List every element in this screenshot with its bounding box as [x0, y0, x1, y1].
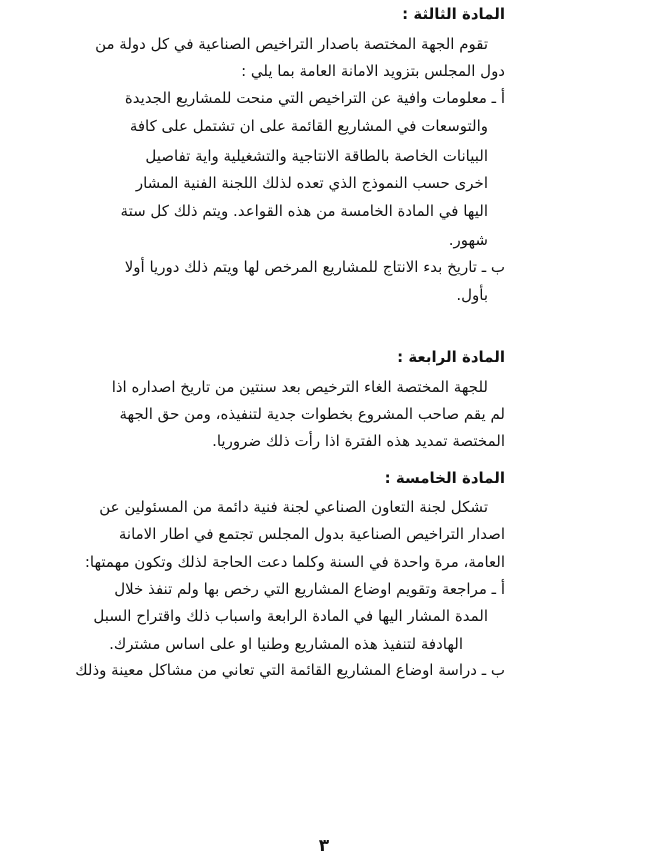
article-5-item-b: ب ـ دراسة اوضاع المشاريع القائمة التي تعاني من مشاكل معينة وذلك [75, 661, 505, 679]
article-3-line: دول المجلس بتزويد الامانة العامة بما يلي : [241, 62, 505, 80]
article-5-item-a: أ ـ مراجعة وتقويم اوضاع المشاريع التي رخص بها ولم تنفذ خلال [114, 580, 505, 598]
article-5-heading: المادة الخامسة : [384, 469, 505, 487]
article-3-line: تقوم الجهة المختصة باصدار التراخيص الصناعية في كل دولة من [95, 35, 488, 53]
article-3-line: البيانات الخاصة بالطاقة الانتاجية والتشغيلية واية تفاصيل [145, 147, 488, 165]
article-3-line: اخرى حسب النموذج الذي تعده لذلك اللجنة الفنية المشار [135, 174, 488, 192]
article-5-line: المدة المشار اليها في المادة الرابعة واسباب ذلك واقتراح السبل [93, 607, 488, 625]
article-3-line: بأول. [456, 286, 488, 304]
article-3-item-b: ب ـ تاريخ بدء الانتاج للمشاريع المرخص لها ويتم ذلك دوريا أولا [124, 258, 505, 276]
article-3-heading: المادة الثالثة : [402, 5, 505, 23]
article-4-line: لم يقم صاحب المشروع بخطوات جدية لتنفيذه، ومن حق الجهة [119, 405, 505, 423]
article-3-line: شهور. [448, 231, 488, 249]
article-5-line: تشكل لجنة التعاون الصناعي لجنة فنية دائمة من المسئولين عن [99, 498, 488, 516]
article-4-line: المختصة تمديد هذه الفترة اذا رأت ذلك ضروريا. [212, 432, 505, 450]
article-3-line: اليها في المادة الخامسة من هذه القواعد. ويتم ذلك كل ستة [120, 202, 488, 220]
article-3-line: والتوسعات في المشاريع القائمة على ان تشتمل على كافة [129, 117, 488, 135]
article-4-line: للجهة المختصة الغاء الترخيص بعد سنتين من تاريخ اصداره اذا [111, 378, 488, 396]
article-3-item-a: أ ـ معلومات وافية عن التراخيص التي منحت للمشاريع الجديدة [124, 89, 505, 107]
article-5-line: الهادفة لتنفيذ هذه المشاريع وطنيا او على اساس مشترك. [109, 635, 463, 653]
article-5-line: العامة، مرة واحدة في السنة وكلما دعت الحاجة لذلك وتكون مهمتها: [84, 553, 505, 571]
article-5-line: اصدار التراخيص الصناعية بدول المجلس تجتمع في اطار الامانة [118, 525, 505, 543]
page-number: ٣ [318, 836, 330, 856]
article-4-heading: المادة الرابعة : [397, 348, 505, 366]
